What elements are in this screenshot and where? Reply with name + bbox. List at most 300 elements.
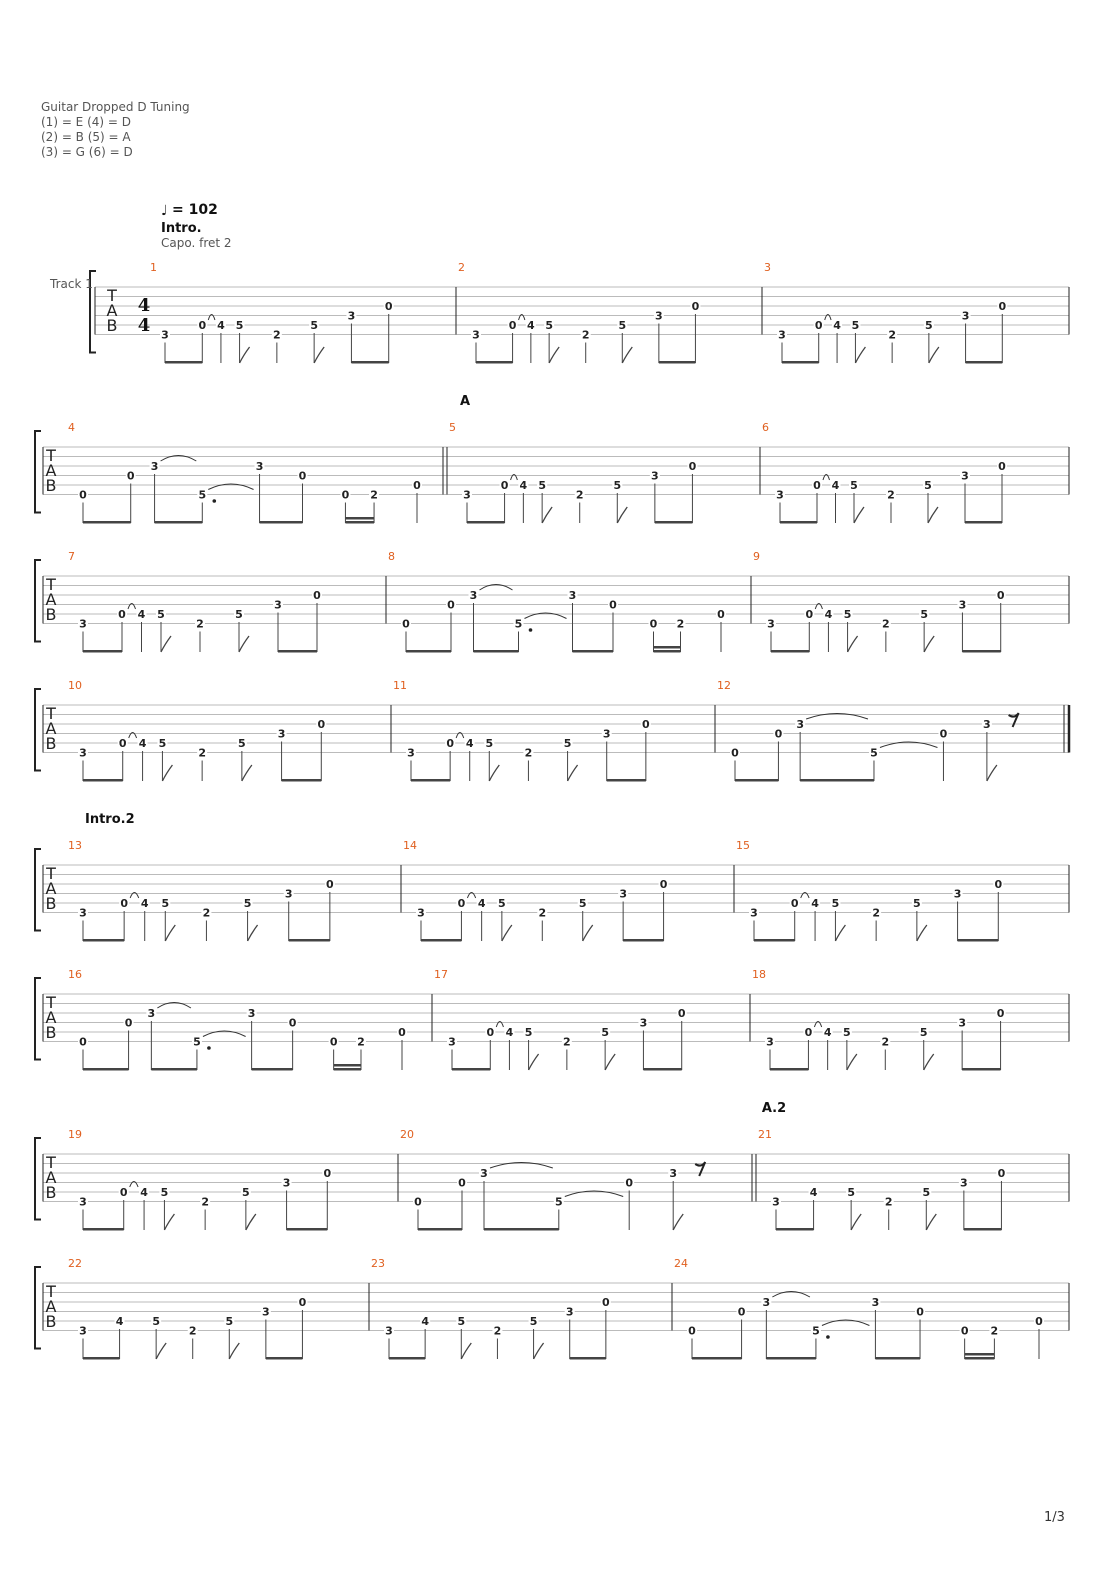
fret-number: 5: [158, 737, 167, 750]
fret-number: 3: [983, 718, 991, 731]
fret-number: 0: [446, 737, 454, 750]
measure-number: 6: [762, 421, 769, 434]
fret-number: 0: [126, 469, 135, 483]
beam: [83, 521, 131, 524]
tab-clef-letter: T: [46, 864, 56, 883]
note-flag: [929, 347, 939, 363]
fret-number: 5: [843, 1026, 851, 1039]
tuning-line-1: (1) = E (4) = D: [41, 115, 131, 129]
fret-number: 5: [919, 1026, 928, 1039]
beam: [654, 650, 681, 653]
beam: [278, 650, 317, 653]
measure-number: 5: [449, 421, 456, 434]
fret-number: 4: [519, 479, 528, 492]
fret-number: 5: [920, 608, 928, 621]
measure-number: 19: [68, 1128, 82, 1141]
fret-number: 0: [79, 1035, 87, 1049]
fret-number: 5: [198, 488, 207, 502]
fret-number: 5: [545, 319, 553, 332]
section-label: Intro.2: [85, 812, 135, 827]
beam: [83, 939, 124, 942]
beam: [570, 1357, 606, 1360]
measure-number: 22: [68, 1257, 82, 1270]
fret-number: 0: [402, 617, 410, 631]
fret-number: 3: [871, 1296, 880, 1309]
beam: [151, 1068, 197, 1071]
fret-number: 4: [465, 737, 474, 750]
fret-number: 2: [881, 1035, 890, 1049]
fret-number: 0: [413, 479, 421, 492]
fret-number: 0: [124, 1016, 133, 1030]
tab-clef-letter: B: [45, 734, 57, 753]
note-flag: [229, 1343, 239, 1359]
fret-number: 3: [766, 1035, 774, 1049]
fret-number: 3: [762, 1296, 771, 1309]
note-flag: [855, 347, 865, 363]
fret-number: 5: [235, 319, 244, 332]
fret-number: 0: [323, 1167, 332, 1180]
fret-number: 2: [188, 1324, 197, 1338]
fret-number: 2: [884, 1195, 893, 1209]
fret-number: 2: [882, 617, 890, 631]
note-flag: [924, 636, 934, 652]
fret-number: 0: [288, 1016, 297, 1030]
tab-clef-letter: A: [45, 1168, 57, 1187]
fret-number: 3: [347, 309, 356, 323]
fret-number: 5: [601, 1026, 609, 1039]
measure-number: 18: [752, 968, 766, 981]
fret-number: 5: [538, 479, 546, 492]
measure-number: 21: [758, 1128, 772, 1141]
fret-number: 4: [831, 479, 840, 492]
fret-number: 3: [79, 617, 87, 631]
fret-number: 5: [924, 479, 932, 492]
fret-number: 5: [225, 1315, 234, 1328]
fret-number: 0: [500, 479, 509, 492]
fret-number: 0: [458, 1176, 466, 1190]
augmentation-dot: [529, 628, 533, 632]
note-flag: [502, 925, 512, 941]
tab-clef-letter: A: [106, 301, 118, 320]
note-flag: [617, 507, 627, 523]
fret-number: 0: [447, 598, 455, 612]
beam: [406, 650, 451, 653]
fret-number: 0: [813, 479, 821, 492]
beam: [643, 1068, 681, 1071]
fret-number: 4: [140, 897, 149, 910]
measure-number: 2: [458, 261, 465, 274]
fret-number: 5: [193, 1035, 201, 1049]
beam: [83, 1068, 129, 1071]
fret-number: 5: [310, 319, 318, 332]
tuning-title: Guitar Dropped D Tuning: [41, 100, 190, 114]
fret-number: 5: [157, 608, 165, 621]
note-flag: [605, 1054, 615, 1070]
fret-number: 3: [961, 309, 970, 323]
fret-number: 3: [277, 727, 286, 741]
fret-number: 0: [298, 469, 307, 483]
measure-number: 11: [393, 679, 407, 692]
tab-clef-letter: B: [106, 316, 118, 335]
fret-number: 3: [417, 906, 425, 920]
note-flag: [529, 1054, 539, 1070]
fret-number: 2: [888, 328, 896, 342]
fret-number: 0: [313, 589, 321, 602]
fret-number: 0: [960, 1324, 969, 1338]
note-flag: [917, 925, 927, 941]
beam: [345, 521, 374, 524]
fret-number: 0: [198, 319, 207, 332]
fret-number: 4: [138, 737, 147, 750]
note-flag: [924, 1054, 934, 1070]
fret-number: 4: [824, 608, 833, 621]
beam: [287, 1228, 328, 1231]
fret-number: 3: [262, 1305, 270, 1319]
capo-label: Capo. fret 2: [161, 236, 232, 250]
section-marker: A.2: [761, 1101, 787, 1116]
note-flag: [534, 1343, 544, 1359]
beam: [770, 1068, 808, 1071]
fret-number: 0: [384, 300, 393, 313]
fret-number: 5: [812, 1324, 820, 1338]
beam-sixteenth: [965, 1353, 995, 1356]
note-flag: [847, 1054, 857, 1070]
fret-number: 2: [201, 1195, 209, 1209]
note-flag: [461, 1343, 471, 1359]
beam: [351, 361, 388, 364]
fret-number: 5: [457, 1315, 466, 1328]
tab-clef-letter: B: [45, 1183, 57, 1202]
fret-number: 0: [642, 718, 650, 731]
beam: [964, 1228, 1002, 1231]
tab-system: [35, 1101, 1069, 1231]
measure-number: 7: [68, 550, 75, 563]
fret-number: 0: [805, 608, 814, 621]
note-flag: [926, 1214, 936, 1230]
fret-number: 0: [677, 1007, 686, 1020]
beam: [782, 361, 819, 364]
fret-number: 5: [243, 897, 252, 910]
fret-number: 3: [147, 1007, 156, 1020]
beam: [962, 650, 1000, 653]
fret-number: 0: [317, 718, 326, 731]
fret-number: 0: [298, 1296, 307, 1309]
tab-system: [35, 1257, 1069, 1360]
fret-number: 0: [649, 617, 658, 631]
fret-number: 3: [669, 1167, 678, 1180]
fret-number: 2: [887, 488, 895, 502]
beam: [484, 1228, 559, 1231]
beam: [83, 779, 123, 782]
fret-number: 4: [505, 1026, 514, 1039]
fret-number: 5: [242, 1186, 250, 1199]
beam: [411, 779, 450, 782]
beam: [476, 361, 513, 364]
note-flag: [165, 925, 175, 941]
fret-number: 4: [421, 1315, 429, 1328]
fret-number: 3: [953, 887, 962, 901]
fret-number: 0: [120, 897, 128, 910]
measure-number: 15: [736, 839, 750, 852]
fret-number: 4: [527, 319, 535, 332]
beam: [418, 1228, 462, 1231]
fret-number: 5: [925, 319, 933, 332]
note-flag: [162, 765, 172, 781]
eighth-rest: [1009, 713, 1019, 727]
section-marker: A: [459, 394, 471, 409]
beam: [421, 939, 461, 942]
beam: [334, 1068, 361, 1071]
fret-number: 3: [651, 469, 659, 483]
augmentation-dot: [826, 1335, 830, 1339]
measure-number: 16: [68, 968, 82, 981]
beam: [260, 521, 303, 524]
tab-system: [35, 812, 1069, 942]
fret-number: 0: [997, 1167, 1006, 1180]
fret-number: 5: [554, 1195, 563, 1209]
beam: [289, 939, 330, 942]
fret-number: 3: [750, 906, 758, 920]
fret-number: 3: [79, 746, 87, 760]
fret-number: 0: [609, 598, 617, 612]
fret-number: 5: [161, 897, 170, 910]
beam: [389, 1357, 425, 1360]
fret-number: 5: [851, 319, 860, 332]
tab-clef-letter: T: [46, 1153, 56, 1172]
note-flag: [164, 1214, 174, 1230]
fret-number: 3: [472, 328, 480, 342]
fret-number: 4: [809, 1186, 818, 1199]
fret-number: 4: [217, 319, 225, 332]
fret-number: 3: [778, 328, 786, 342]
system-bracket: [35, 560, 41, 642]
tab-clef-letter: B: [45, 1312, 57, 1331]
fret-number: 3: [565, 1305, 574, 1319]
beam: [452, 1068, 490, 1071]
fret-number: 3: [79, 906, 87, 920]
beam: [692, 1357, 742, 1360]
fret-number: 4: [823, 1026, 832, 1039]
note-flag: [242, 765, 252, 781]
fret-number: 3: [960, 1176, 968, 1190]
note-flag: [156, 1343, 166, 1359]
tab-system: [35, 968, 1069, 1071]
fret-number: 2: [198, 746, 206, 760]
tab-clef-letter: B: [45, 1023, 57, 1042]
track-name: Track 1: [50, 277, 93, 291]
fret-number: 3: [480, 1167, 488, 1180]
tab-clef-letter: T: [46, 575, 56, 594]
measure-number: 3: [764, 261, 771, 274]
beam: [83, 1357, 120, 1360]
augmentation-dot: [207, 1046, 211, 1050]
fret-number: 0: [939, 727, 948, 741]
fret-number: 3: [247, 1007, 256, 1020]
fret-number: 0: [688, 460, 697, 473]
fret-number: 0: [625, 1176, 634, 1190]
tab-clef-letter: A: [45, 719, 57, 738]
section-label-intro: Intro.: [161, 221, 202, 236]
fret-number: 0: [602, 1296, 610, 1309]
fret-number: 3: [79, 1195, 87, 1209]
measure-number: 4: [68, 421, 75, 434]
measure-number: 10: [68, 679, 82, 692]
fret-number: 2: [872, 906, 880, 920]
fret-number: 5: [238, 737, 246, 750]
fret-number: 4: [140, 1186, 148, 1199]
fret-number: 0: [1035, 1315, 1043, 1328]
tab-clef-letter: T: [46, 1282, 56, 1301]
beam: [607, 779, 646, 782]
tab-system: [35, 394, 1069, 524]
fret-number: 2: [357, 1035, 365, 1049]
fret-number: 4: [477, 897, 486, 910]
fret-number: 3: [767, 617, 775, 631]
fret-number: 5: [563, 737, 572, 750]
fret-number: 0: [731, 746, 739, 760]
tab-clef-letter: B: [45, 605, 57, 624]
beam: [474, 650, 519, 653]
fret-number: 3: [150, 460, 159, 473]
fret-number: 2: [581, 328, 590, 342]
fret-number: 3: [619, 887, 627, 901]
tab-system: [49, 202, 1069, 364]
fret-number: 3: [469, 589, 478, 602]
tab-system: [35, 550, 1069, 653]
beam: [83, 650, 122, 653]
fret-number: 2: [202, 906, 211, 920]
note-flag: [987, 765, 997, 781]
fret-number: 5: [485, 737, 494, 750]
fret-number: 3: [407, 746, 415, 760]
note-flag: [248, 925, 258, 941]
tab-clef-letter: B: [45, 476, 57, 495]
fret-number: 4: [811, 897, 819, 910]
fret-number: 0: [119, 1186, 128, 1199]
beam: [282, 779, 322, 782]
note-flag: [928, 507, 938, 523]
note-flag: [161, 636, 171, 652]
fret-number: 0: [998, 460, 1006, 473]
fret-number: 0: [457, 897, 466, 910]
fret-number: 0: [774, 727, 783, 741]
beam: [467, 521, 505, 524]
note-flag: [673, 1214, 683, 1230]
fret-number: 0: [737, 1305, 746, 1319]
beam: [965, 1357, 995, 1360]
tuning-line-3: (3) = G (6) = D: [41, 145, 133, 159]
beam: [252, 1068, 293, 1071]
tab-clef-letter: T: [46, 704, 56, 723]
fret-number: 2: [538, 906, 547, 920]
system-bracket: [35, 849, 41, 931]
beam: [659, 361, 696, 364]
system-bracket: [35, 689, 41, 771]
note-flag: [489, 765, 499, 781]
fret-number: 0: [329, 1035, 338, 1049]
fret-number: 5: [618, 319, 627, 332]
fret-number: 2: [493, 1324, 502, 1338]
fret-number: 0: [118, 737, 127, 750]
fret-number: 5: [847, 1186, 855, 1199]
system-bracket: [35, 431, 41, 513]
beam: [266, 1357, 303, 1360]
measure-number: 1: [150, 261, 157, 274]
beam: [800, 779, 874, 782]
fret-number: 0: [659, 878, 668, 891]
note-flag: [314, 347, 324, 363]
tab-clef-letter: A: [45, 590, 57, 609]
note-flag: [246, 1214, 256, 1230]
note-flag: [583, 925, 593, 941]
fret-number: 0: [994, 878, 1003, 891]
fret-number: 3: [772, 1195, 780, 1209]
tab-clef-letter: A: [45, 879, 57, 898]
measure-number: 24: [674, 1257, 688, 1270]
fret-number: 3: [385, 1324, 393, 1338]
note-flag: [851, 1214, 861, 1230]
fret-number: 3: [463, 488, 471, 502]
fret-number: 0: [79, 488, 87, 502]
beam: [766, 1357, 816, 1360]
fret-number: 2: [563, 1035, 571, 1049]
fret-number: 0: [341, 488, 350, 502]
fret-number: 0: [916, 1305, 924, 1319]
beam-sixteenth: [345, 517, 374, 520]
beam: [776, 1228, 814, 1231]
beam: [780, 521, 817, 524]
fret-number: 0: [414, 1195, 422, 1209]
note-flag: [239, 636, 249, 652]
beam-sixteenth: [654, 646, 681, 649]
fret-number: 0: [717, 608, 725, 621]
fret-number: 3: [274, 598, 282, 612]
fret-number: 5: [913, 897, 921, 910]
fret-number: 0: [996, 1007, 1005, 1020]
fret-number: 2: [575, 488, 584, 502]
fret-number: 3: [161, 328, 169, 342]
measure-number: 8: [388, 550, 395, 563]
beam: [754, 939, 795, 942]
fret-number: 0: [996, 589, 1005, 602]
fret-number: 0: [486, 1026, 495, 1039]
beam: [962, 1068, 1000, 1071]
measure-number: 17: [434, 968, 448, 981]
tab-clef-letter: A: [45, 461, 57, 480]
fret-number: 3: [961, 469, 969, 483]
fret-number: 2: [370, 488, 378, 502]
fret-number: 5: [160, 1186, 169, 1199]
fret-number: 2: [273, 328, 281, 342]
note-flag: [854, 507, 864, 523]
beam: [966, 361, 1003, 364]
beam: [165, 361, 202, 364]
fret-number: 3: [776, 488, 784, 502]
tab-clef-letter: B: [45, 894, 57, 913]
fret-number: 5: [529, 1315, 538, 1328]
fret-number: 3: [958, 598, 967, 612]
beam: [655, 521, 693, 524]
tab-system: [35, 679, 1069, 782]
fret-number: 0: [814, 319, 823, 332]
fret-number: 2: [990, 1324, 999, 1338]
tempo-marking: = 102: [172, 202, 218, 218]
time-signature-bottom: 4: [137, 315, 151, 336]
fret-number: 5: [498, 897, 506, 910]
beam: [573, 650, 614, 653]
fret-number: 5: [870, 746, 878, 760]
system-bracket: [35, 1138, 41, 1220]
